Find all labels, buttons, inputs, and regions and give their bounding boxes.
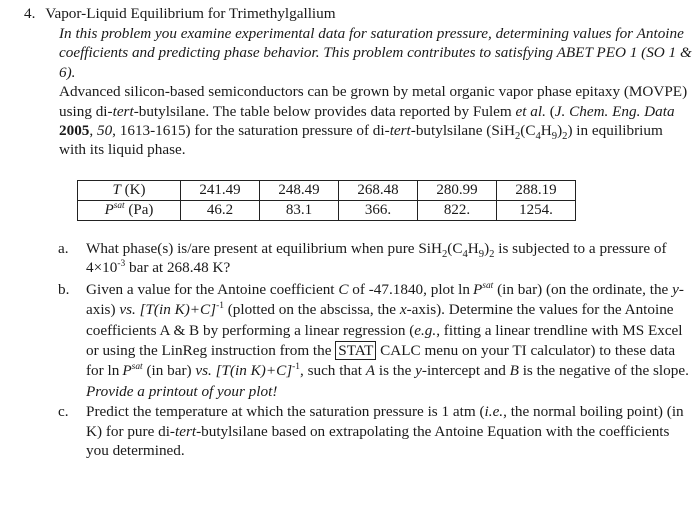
part-c [58,402,693,460]
problem-parts [58,239,693,460]
table-row [78,181,576,201]
table-cell: 280.99 [418,181,497,201]
table-cell: 248.49 [260,181,339,201]
table-cell: 46.2 [181,201,260,221]
part-b [58,280,693,402]
table-cell: 366. [339,201,418,221]
table-cell: 288.19 [497,181,576,201]
table-cell: 83.1 [260,201,339,221]
part-letter: c. [58,403,69,421]
table-cell: 822. [418,201,497,221]
part-a [58,239,693,278]
problem-intro [59,24,693,160]
problem-header [24,4,336,23]
problem-title: Vapor-Liquid Equilibrium for Trimethylgallium [45,5,336,22]
italic-intro: In this problem you examine experimental data for saturation pressure, determining values for Antoine coefficients and predicting phase behavior. This problem contributes to satisfying ABET PEO 1 (SO 1 & 6). [59,25,692,81]
part-a-text: What phase(s) is/are present at equilibrium when pure $SiH_2(C_4H_9)_2$ is subjected to a pressure of $4\times 10^{-3}$ bar at 268.48 K? [86,240,667,277]
part-c-text: Predict the temperature at which the saturation pressure is 1 atm (i.e., the normal boiling point) (in K) for pure di-tert-butylsilane based on extrapolating the Antoine Equation with the coefficients you determined. [86,403,684,460]
body-text: Advanced silicon-based semiconductors can be grown by metal organic vapor phase epitaxy (MOVPE) using di-tert-butylsilane. The table below provides data reported by Fulem et al. (J. Chem. Eng. Data 2005, 50, 1613-1615) for the saturation pressure of di-tert-butylsilane $(SiH_2(C_4H_9)_2)$ in equilibrium with its liquid phase. [59,83,688,159]
problem-number: 4. [24,5,36,22]
part-letter: a. [58,240,69,257]
row-label-temperature: T (K) [78,181,181,201]
table-row [78,201,576,221]
row-label-pressure: $P^{sat}$ (Pa) [78,201,181,221]
table-cell: 268.48 [339,181,418,201]
part-letter: b. [58,280,70,298]
table-cell: 1254. [497,201,576,221]
saturation-pressure-table [77,180,576,221]
table-cell: 241.49 [181,181,260,201]
part-b-text: Given a value for the Antoine coefficient C of -47.1840, plot $\ln P^{sat}$ (in bar) (on the ordinate, the y-axis) vs. [T(in K)+C]$^{-1}$ (plotted on the abscissa, the x-axis). Determine the values for the Antoine coefficients A & B by performing a linear regression (e.g., fitting a linear trendline with MS Excel or using the LinReg instruction from the STAT CALC menu on your TI calculator) to these data for $\ln P^{sat}$ (in bar) vs. [T(in K)+C]$^{-1}$, such that A is the y-intercept and B is the negative of the slope. Provide a printout of your plot! [86,280,689,400]
